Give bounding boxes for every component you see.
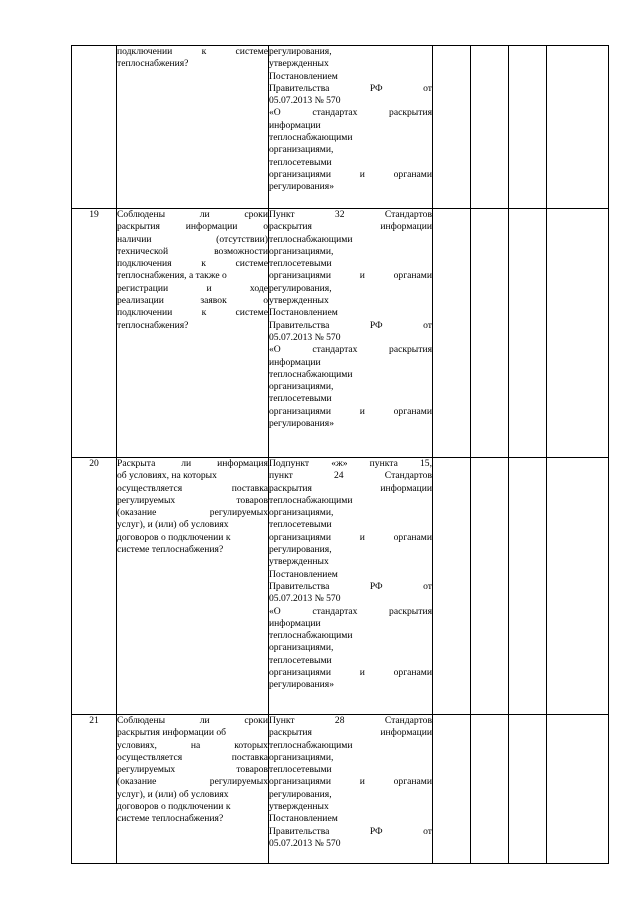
text-line bbox=[269, 95, 432, 107]
text-word: теплоснабжающими bbox=[269, 739, 353, 751]
answer-na-cell bbox=[509, 46, 547, 209]
text-line bbox=[117, 519, 268, 531]
text-word: теплоснабжения? bbox=[117, 319, 189, 331]
text-word: регулирования» bbox=[269, 679, 335, 691]
text-line bbox=[269, 519, 432, 531]
table-row bbox=[72, 715, 609, 864]
text-word: регулирования, bbox=[269, 282, 332, 294]
text-word: органами bbox=[393, 531, 432, 543]
text-line bbox=[269, 813, 432, 825]
text-word: и bbox=[359, 667, 365, 679]
text-line bbox=[269, 209, 432, 221]
text-line bbox=[269, 381, 432, 393]
text-word: договоров о подключении к bbox=[117, 531, 231, 543]
text-word: «О bbox=[269, 344, 281, 356]
text-line bbox=[269, 727, 432, 739]
text-word: о bbox=[263, 295, 268, 307]
text-line bbox=[269, 357, 432, 369]
text-word: Раскрыта bbox=[117, 458, 156, 469]
table-row bbox=[72, 209, 609, 458]
text-word: раскрытия bbox=[269, 221, 312, 233]
answer-yes-cell bbox=[433, 458, 471, 715]
text-word: 05.07.2013 № 570 bbox=[269, 593, 341, 605]
text-word: Подпункт bbox=[269, 458, 310, 469]
text-line bbox=[269, 556, 432, 568]
text-line bbox=[269, 618, 432, 630]
text-line bbox=[269, 270, 432, 282]
text-line bbox=[269, 234, 432, 246]
text-line bbox=[117, 307, 268, 319]
text-word: об условиях, на которых bbox=[117, 470, 217, 482]
text-word: информации bbox=[380, 482, 432, 494]
text-word: наличии bbox=[117, 233, 152, 245]
row-number-cell: 20 bbox=[72, 458, 117, 715]
text-word: системе теплоснабжения? bbox=[117, 544, 224, 556]
text-line bbox=[269, 655, 432, 667]
text-line bbox=[269, 132, 432, 144]
text-line bbox=[117, 283, 268, 295]
text-line bbox=[117, 789, 268, 801]
text-word: услуг), и (или) об условиях bbox=[117, 519, 229, 531]
checklist-table-body bbox=[72, 46, 609, 864]
text-line bbox=[117, 483, 268, 495]
text-word: к bbox=[201, 46, 207, 57]
text-word: регулируемых bbox=[117, 494, 176, 506]
text-word: регулирования» bbox=[269, 181, 335, 193]
text-word: организациями bbox=[269, 531, 331, 543]
text-word: РФ bbox=[369, 319, 383, 331]
text-line bbox=[269, 470, 432, 482]
text-word: системе теплоснабжения? bbox=[117, 813, 224, 825]
text-line bbox=[269, 406, 432, 418]
text-word: и bbox=[359, 270, 365, 282]
text-word: осуществляется bbox=[117, 482, 183, 494]
text-line bbox=[269, 46, 432, 58]
text-line bbox=[117, 752, 268, 764]
text-line bbox=[269, 764, 432, 776]
text-word: поставка bbox=[231, 751, 268, 763]
text-word: организациями, bbox=[269, 245, 334, 257]
text-word: раскрытия bbox=[389, 605, 432, 617]
text-word: Правительства bbox=[269, 825, 330, 837]
text-word: информации bbox=[269, 119, 321, 131]
text-line bbox=[269, 507, 432, 519]
text-word: товаров bbox=[236, 764, 268, 776]
text-word: Соблюдены bbox=[117, 715, 166, 726]
text-line bbox=[117, 46, 268, 58]
text-word: организациями bbox=[269, 667, 331, 679]
text-line bbox=[269, 667, 432, 679]
text-line bbox=[269, 642, 432, 654]
text-line bbox=[269, 826, 432, 838]
text-word: «О bbox=[269, 107, 281, 119]
text-word: (оказание bbox=[117, 507, 157, 519]
text-word: к bbox=[201, 258, 206, 270]
text-line bbox=[117, 470, 268, 482]
text-word: теплосетевыми bbox=[269, 654, 332, 666]
text-line bbox=[269, 544, 432, 556]
text-word: РФ bbox=[369, 580, 383, 592]
text-line bbox=[269, 58, 432, 70]
text-word: к bbox=[201, 307, 207, 319]
text-word: от bbox=[423, 82, 432, 94]
text-word: теплосетевыми bbox=[269, 519, 332, 531]
text-word: информации bbox=[380, 727, 432, 739]
text-word: системе bbox=[235, 258, 268, 270]
text-word: организациями, bbox=[269, 751, 334, 763]
text-word: 15, bbox=[420, 458, 432, 469]
text-line bbox=[269, 295, 432, 307]
text-word: Правительства bbox=[269, 82, 330, 94]
text-line bbox=[117, 495, 268, 507]
text-line bbox=[269, 157, 432, 169]
text-word: осуществляется bbox=[117, 751, 183, 763]
text-word: подключении bbox=[117, 307, 173, 319]
text-word: Правительства bbox=[269, 580, 330, 592]
text-line bbox=[117, 246, 268, 258]
text-line bbox=[269, 71, 432, 83]
text-word: теплоснабжения, а также о bbox=[117, 270, 227, 282]
text-line bbox=[269, 369, 432, 381]
text-line bbox=[269, 246, 432, 258]
legal-reference-cell bbox=[269, 458, 433, 715]
text-word: организациями bbox=[269, 168, 331, 180]
text-word: «О bbox=[269, 605, 281, 617]
text-word: пункта bbox=[369, 458, 398, 469]
text-line bbox=[269, 83, 432, 95]
text-word: заявок bbox=[200, 295, 227, 307]
text-word: системе bbox=[235, 307, 268, 319]
text-word: стандартах bbox=[312, 605, 358, 617]
text-word: информации bbox=[269, 617, 321, 629]
row-number-cell bbox=[72, 46, 117, 209]
text-word: Стандартов bbox=[384, 209, 432, 220]
text-line bbox=[117, 544, 268, 556]
text-line bbox=[117, 221, 268, 233]
answer-yes-cell bbox=[433, 715, 471, 864]
text-word: органами bbox=[393, 405, 432, 417]
text-word: утвержденных bbox=[269, 801, 329, 813]
text-word: и bbox=[206, 282, 212, 294]
text-word: Соблюдены bbox=[117, 209, 166, 220]
text-word: товаров bbox=[236, 494, 268, 506]
text-word: стандартах bbox=[312, 344, 358, 356]
text-word: раскрытия bbox=[389, 107, 432, 119]
question-cell bbox=[117, 46, 269, 209]
text-word: технической bbox=[117, 245, 169, 257]
text-line bbox=[269, 144, 432, 156]
row-number-cell: 19 bbox=[72, 209, 117, 458]
text-word: раскрытия информации об bbox=[117, 727, 227, 739]
text-word: сроки bbox=[244, 715, 268, 726]
answer-no-cell bbox=[471, 46, 509, 209]
text-line bbox=[269, 715, 432, 727]
text-word: теплоснабжающими bbox=[269, 132, 353, 144]
answer-no-cell bbox=[471, 715, 509, 864]
text-word: раскрытия bbox=[269, 482, 312, 494]
text-word: регулируемых bbox=[209, 507, 268, 519]
text-line bbox=[269, 169, 432, 181]
text-line bbox=[269, 789, 432, 801]
text-word: информация bbox=[217, 458, 268, 469]
text-line bbox=[269, 740, 432, 752]
text-word: ходе bbox=[249, 282, 268, 294]
answer-no-cell bbox=[471, 458, 509, 715]
text-line bbox=[269, 593, 432, 605]
text-line bbox=[117, 715, 268, 727]
text-word: возможности bbox=[214, 245, 268, 257]
answer-no-cell bbox=[471, 209, 509, 458]
text-word: 05.07.2013 № 570 bbox=[269, 331, 341, 343]
text-word: раскрытия bbox=[389, 344, 432, 356]
text-word: информации bbox=[185, 221, 238, 233]
text-word: регулирования, bbox=[269, 46, 332, 57]
text-word: подключении bbox=[117, 46, 173, 57]
text-word: информации bbox=[269, 356, 321, 368]
text-line bbox=[117, 813, 268, 825]
text-line bbox=[269, 630, 432, 642]
text-word: утвержденных bbox=[269, 556, 329, 568]
text-word: регистрации bbox=[117, 282, 169, 294]
text-line bbox=[269, 332, 432, 344]
row-number-cell: 21 bbox=[72, 715, 117, 864]
checklist-table bbox=[71, 45, 609, 864]
text-word: регулируемых bbox=[117, 764, 176, 776]
text-word: (оказание bbox=[117, 776, 157, 788]
text-word: Стандартов bbox=[384, 470, 432, 482]
text-word: реализации bbox=[117, 295, 164, 307]
text-line bbox=[117, 727, 268, 739]
text-word: регулируемых bbox=[209, 776, 268, 788]
text-word: теплоснабжающими bbox=[269, 233, 353, 245]
text-word: Постановлением bbox=[269, 307, 338, 319]
note-cell bbox=[547, 458, 609, 715]
text-line bbox=[117, 270, 268, 282]
answer-yes-cell bbox=[433, 46, 471, 209]
text-line bbox=[269, 532, 432, 544]
text-word: системе bbox=[235, 46, 268, 57]
text-word: органами bbox=[393, 667, 432, 679]
text-line bbox=[269, 120, 432, 132]
text-word: органами bbox=[393, 776, 432, 788]
text-word: РФ bbox=[369, 82, 383, 94]
text-line bbox=[269, 393, 432, 405]
text-line bbox=[269, 838, 432, 850]
text-line bbox=[117, 532, 268, 544]
question-cell bbox=[117, 209, 269, 458]
text-word: от bbox=[423, 825, 432, 837]
text-word: теплоснабжения? bbox=[117, 58, 189, 70]
text-word: РФ bbox=[369, 825, 383, 837]
text-line bbox=[117, 58, 268, 70]
note-cell bbox=[547, 209, 609, 458]
text-word: услуг), и (или) об условиях bbox=[117, 788, 229, 800]
text-word: Стандартов bbox=[384, 715, 432, 726]
text-word: ли bbox=[181, 458, 192, 469]
legal-reference-cell bbox=[269, 46, 433, 209]
text-word: регулирования» bbox=[269, 418, 335, 430]
text-line bbox=[269, 458, 432, 470]
text-line bbox=[269, 569, 432, 581]
text-word: на bbox=[190, 739, 201, 751]
legal-reference-cell bbox=[269, 209, 433, 458]
text-line bbox=[269, 307, 432, 319]
text-word: ли bbox=[199, 209, 210, 220]
text-line bbox=[269, 418, 432, 430]
text-word: и bbox=[359, 168, 365, 180]
text-line bbox=[117, 740, 268, 752]
text-line bbox=[269, 606, 432, 618]
text-word: информации bbox=[380, 221, 432, 233]
text-word: договоров о подключении к bbox=[117, 801, 231, 813]
table-row bbox=[72, 46, 609, 209]
text-word: и bbox=[359, 776, 365, 788]
text-word: подключения bbox=[117, 258, 172, 270]
text-word: организациями bbox=[269, 405, 331, 417]
text-word: и bbox=[359, 531, 365, 543]
text-word: организациями bbox=[269, 776, 331, 788]
text-word: организациями, bbox=[269, 642, 334, 654]
text-word: органами bbox=[393, 270, 432, 282]
text-word: теплосетевыми bbox=[269, 156, 332, 168]
text-word: условиях, bbox=[117, 739, 157, 751]
text-word: организациями bbox=[269, 270, 331, 282]
text-word: органами bbox=[393, 168, 432, 180]
text-word: раскрытия bbox=[117, 221, 160, 233]
text-line bbox=[269, 221, 432, 233]
text-line bbox=[117, 776, 268, 788]
text-word: теплоснабжающими bbox=[269, 494, 353, 506]
text-word: теплосетевыми bbox=[269, 258, 332, 270]
text-word: 28 bbox=[334, 715, 345, 726]
text-word: пункт bbox=[269, 470, 293, 482]
text-word: раскрытия bbox=[269, 727, 312, 739]
answer-yes-cell bbox=[433, 209, 471, 458]
text-word: организациями, bbox=[269, 144, 334, 156]
text-word: утвержденных bbox=[269, 58, 329, 70]
text-word: ли bbox=[199, 715, 210, 726]
text-line bbox=[269, 581, 432, 593]
text-word: 24 bbox=[334, 470, 344, 482]
text-word: которых bbox=[234, 739, 268, 751]
answer-na-cell bbox=[509, 715, 547, 864]
text-line bbox=[269, 107, 432, 119]
text-line bbox=[269, 776, 432, 788]
text-word: Постановлением bbox=[269, 813, 338, 825]
text-line bbox=[269, 258, 432, 270]
text-line bbox=[117, 234, 268, 246]
question-cell bbox=[117, 715, 269, 864]
text-word: стандартах bbox=[312, 107, 358, 119]
text-line bbox=[117, 258, 268, 270]
text-line bbox=[117, 507, 268, 519]
text-word: 05.07.2013 № 570 bbox=[269, 837, 341, 849]
text-word: и bbox=[359, 405, 365, 417]
text-word: Постановлением bbox=[269, 70, 338, 82]
text-line bbox=[269, 801, 432, 813]
text-line bbox=[117, 801, 268, 813]
table-row bbox=[72, 458, 609, 715]
text-word: Правительства bbox=[269, 319, 330, 331]
text-line bbox=[269, 679, 432, 691]
question-cell bbox=[117, 458, 269, 715]
text-line bbox=[269, 483, 432, 495]
text-line bbox=[269, 495, 432, 507]
text-word: Постановлением bbox=[269, 568, 338, 580]
text-line bbox=[269, 181, 432, 193]
text-word: 05.07.2013 № 570 bbox=[269, 95, 341, 107]
text-word: теплоснабжающими bbox=[269, 630, 353, 642]
text-word: Пункт bbox=[269, 209, 295, 220]
text-word: сроки bbox=[244, 209, 268, 220]
text-word: теплоснабжающими bbox=[269, 368, 353, 380]
note-cell bbox=[547, 46, 609, 209]
text-word: регулирования, bbox=[269, 788, 332, 800]
text-word: «ж» bbox=[331, 458, 348, 469]
text-line bbox=[269, 320, 432, 332]
text-line bbox=[117, 320, 268, 332]
text-word: поставка bbox=[231, 482, 268, 494]
text-word: регулирования, bbox=[269, 544, 332, 556]
answer-na-cell bbox=[509, 209, 547, 458]
text-line bbox=[269, 344, 432, 356]
note-cell bbox=[547, 715, 609, 864]
text-line bbox=[269, 283, 432, 295]
text-word: организациями, bbox=[269, 507, 334, 519]
legal-reference-cell bbox=[269, 715, 433, 864]
text-word: (отсутствии) bbox=[216, 233, 268, 245]
text-word: утвержденных bbox=[269, 295, 329, 307]
text-line bbox=[117, 295, 268, 307]
answer-na-cell bbox=[509, 458, 547, 715]
text-word: организациями, bbox=[269, 381, 334, 393]
text-line bbox=[269, 752, 432, 764]
text-line bbox=[117, 209, 268, 221]
text-word: от bbox=[423, 319, 432, 331]
text-word: теплосетевыми bbox=[269, 764, 332, 776]
text-word: Пункт bbox=[269, 715, 295, 726]
text-word: от bbox=[423, 580, 432, 592]
text-word: 32 bbox=[334, 209, 345, 220]
text-word: о bbox=[263, 221, 268, 233]
text-line bbox=[117, 764, 268, 776]
text-word: теплосетевыми bbox=[269, 393, 332, 405]
text-line bbox=[117, 458, 268, 470]
